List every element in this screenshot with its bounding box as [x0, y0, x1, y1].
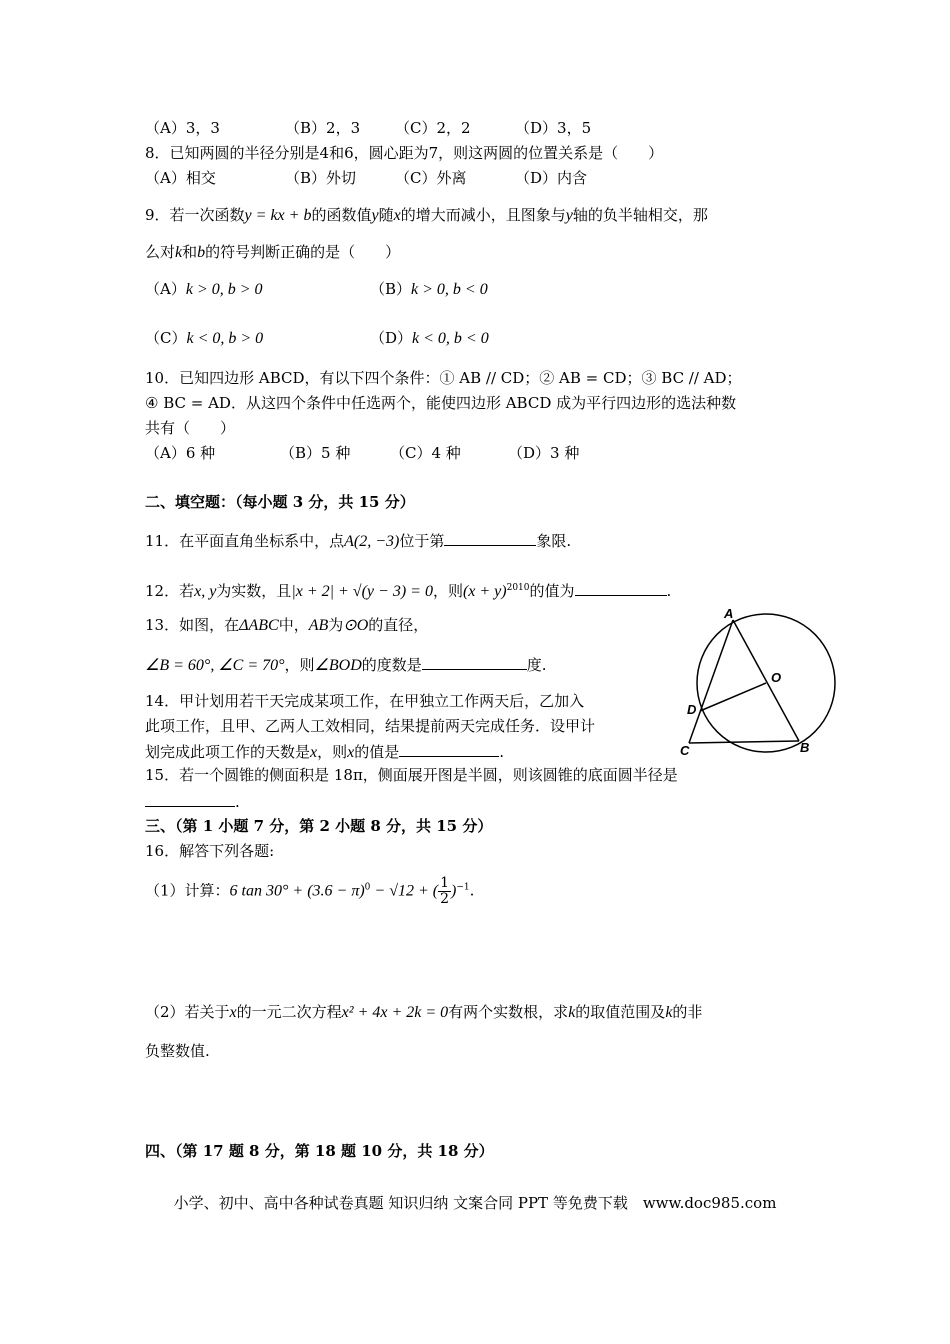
q10-option-a: （A）6 种	[145, 444, 216, 462]
label-d: D	[687, 702, 697, 717]
segment-cb	[689, 741, 799, 743]
q13-line2: ∠B = 60°, ∠C = 70°，则∠BOD的度数是 度.	[145, 653, 547, 676]
q13-answer-blank[interactable]	[422, 653, 527, 670]
label-c: C	[680, 743, 690, 758]
q16-part2-line2: 负整数值.	[145, 1042, 210, 1060]
q7-option-c: （C）2，2	[395, 119, 471, 137]
q14-line2: 此项工作，且甲、乙两人工效相同，结果提前两天完成任务．设甲计	[145, 717, 596, 735]
q13-line1: 13．如图，在ΔABC中，AB为⊙O的直径，	[145, 616, 429, 634]
q8-option-b: （B）外切	[285, 169, 357, 187]
q10-line3: 共有（ ）	[145, 419, 236, 437]
q7-option-b: （B）2，3	[285, 119, 361, 137]
circle-triangle-figure	[680, 600, 850, 760]
q10-option-b: （B）5 种	[280, 444, 351, 462]
q9-option-c: （C）k < 0, b > 0	[145, 329, 264, 347]
section3-title: 三、（第 1 小题 7 分，第 2 小题 8 分，共 15 分）	[145, 817, 493, 835]
segment-ab	[733, 620, 799, 741]
q12: 12．若x, y为实数，且|x + 2| + √(y − 3) = 0，则$(x + y)^{2010}$的值为 .	[145, 578, 671, 602]
label-o: O	[771, 670, 782, 685]
q15-line1: 15．若一个圆锥的侧面积是 18π，侧面展开图是半圆，则该圆锥的底面圆半径是	[145, 766, 678, 784]
segment-od	[700, 683, 766, 711]
q9-line2: 么对k和b的符号判断正确的是（ ）	[145, 243, 401, 261]
label-a: A	[724, 606, 734, 621]
section2-title: 二、填空题：（每小题 3 分，共 15 分）	[145, 493, 415, 511]
q16-part1: （1）计算：6 $\tan 30^\circ + (3.6 - \pi)^0 - √12$ + ( $\frac{1}{2}$ )$^{-1}$.	[145, 875, 475, 907]
q9-option-d: （D）k < 0, b < 0	[370, 329, 489, 347]
q16-part2-line1: （2）若关于x的一元二次方程x² + 4x + 2k = 0有两个实数根，求k的取值范围及k的非	[145, 1003, 703, 1021]
page-footer: 小学、初中、高中各种试卷真题 知识归纳 文案合同 PPT 等免费下载 www.doc985.com	[173, 1194, 777, 1212]
section4-title: 四、（第 17 题 8 分，第 18 题 10 分，共 18 分）	[145, 1142, 494, 1160]
q8-option-a: （A）相交	[145, 169, 216, 187]
q10-option-c: （C）4 种	[390, 444, 461, 462]
q14-line1: 14．甲计划用若干天完成某项工作，在甲独立工作两天后，乙加入	[145, 692, 585, 710]
q16-stem: 16．解答下列各题:	[145, 842, 275, 860]
q14-line3: 划完成此项工作的天数是x，则x的值是 .	[145, 740, 504, 763]
q12-answer-blank[interactable]	[575, 579, 667, 596]
q14-answer-blank[interactable]	[399, 740, 499, 757]
q9-option-b: （B）k > 0, b < 0	[370, 280, 488, 298]
q11: 11．在平面直角坐标系中，点A(2, −3)位于第 象限.	[145, 529, 571, 552]
q9-option-a: （A）k > 0, b > 0	[145, 280, 263, 298]
q7-option-d: （D）3，5	[515, 119, 592, 137]
q8-stem: 8．已知两圆的半径分别是4和6，圆心距为7，则这两圆的位置关系是（ ）	[145, 144, 664, 162]
label-b: B	[800, 740, 810, 755]
q10-line2: ④ BC = AD．从这四个条件中任选两个，能使四边形 ABCD 成为平行四边形的选法种数	[145, 394, 737, 412]
q8-option-c: （C）外离	[395, 169, 467, 187]
q8-option-d: （D）内含	[515, 169, 588, 187]
q15-answer-blank[interactable]	[145, 790, 235, 807]
q10-option-d: （D）3 种	[508, 444, 580, 462]
q15-line2: .	[145, 790, 240, 812]
q11-answer-blank[interactable]	[444, 529, 536, 546]
q10-line1: 10．已知四边形 ABCD，有以下四个条件：① AB // CD；② AB = CD；③ BC // AD；	[145, 369, 742, 387]
q7-option-a: （A）3，3	[145, 119, 220, 137]
q9-line1: 9．若一次函数y = kx + b的函数值y随x的增大而减小，且图象与y轴的负半轴相交，那	[145, 206, 708, 224]
fraction-one-half: $\frac{1}{2}$	[440, 875, 450, 907]
